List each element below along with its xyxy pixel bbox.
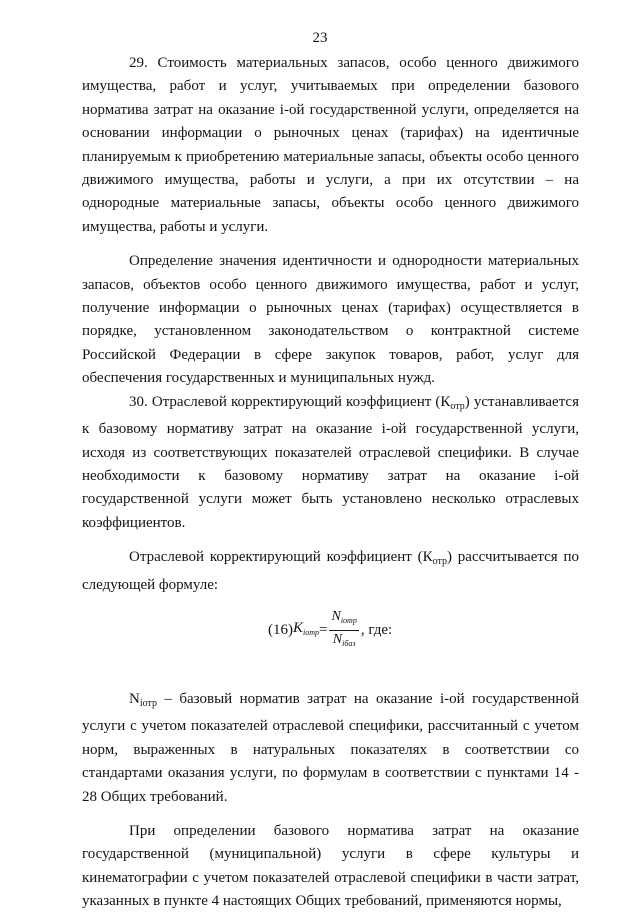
formula-lhs-subscript: iотр <box>303 627 320 637</box>
paragraph-30-subscript: отр <box>450 400 465 412</box>
definition-symbol: N <box>129 690 140 707</box>
formula-lhs: $K_{iотр}$ <box>293 619 320 637</box>
formula-denominator: $N_{iбаз}$ <box>332 631 356 648</box>
formula-fraction <box>329 608 358 653</box>
paragraph-29: 29. Стоимость материальных запасов, особо ценного движимого имущества, работ и услуг, учитываемых при определении базового норматива затрат на оказание i-ой государственной услуги, определяется на основании информации о рыночных ценах (тарифах) на идентичные планируемым к приобретению материальные запасы, объекты особо ценного движимого имущества, работы и услуги, а при их отсутствии – на однородные материальные запасы, объекты особо ценного движимого имущества, работы и услуги. <box>82 55 579 235</box>
paragraph-culture: При определении базового норматива затрат на оказание государственной (муниципальной) услуги в сфере культуры и кинематографии с учетом показателей отраслевой специфики в части затрат, указанных в пункте 4 настоящих Общих требований, применяются нормы, <box>82 822 579 910</box>
paragraph-30-text-start: 30. Отраслевой корректирующий коэффициент (К <box>129 393 451 410</box>
formula-tail: , где: <box>360 621 393 638</box>
formula-numerator-subscript: iотр <box>340 615 357 625</box>
formula-denominator-subscript: iбаз <box>342 638 356 648</box>
formula-numerator: $N_{iотр}$ <box>329 608 358 631</box>
formula-16 <box>82 606 579 654</box>
formula-intro-end: ) рассчитывается по следующей формуле: <box>82 549 579 593</box>
formula-equals: = <box>319 621 328 638</box>
document-body <box>82 52 579 914</box>
paragraph-n-definition <box>82 688 579 809</box>
paragraph-30-text-end: ) устанавливается к базовому нормативу затрат на оказание i-ой государственной услуги, исходя из соответствующих показателей отраслевой специфики. В случае необходимости к базовому нормативу затрат на оказание i-ой государственной услуги может быть установлено несколько отраслевых коэффициентов. <box>82 393 579 531</box>
paragraph-30-formula-intro <box>82 546 579 597</box>
formula-label: (16) <box>268 621 293 638</box>
paragraph-29-continued: Определение значения идентичности и однородности материальных запасов, объектов особо ценного движимого имущества, работ и услуг, получение информации о рыночных ценах (тарифах) осуществляется в порядке, установленном законодательством о контрактной системе Российской Федерации в сфере закупок товаров, работ, услуг для обеспечения государственных и муниципальных нужд. <box>82 253 579 387</box>
formula-expression <box>268 608 392 653</box>
page-number: 23 <box>312 30 328 46</box>
formula-intro-start: Отраслевой корректирующий коэффициент (К <box>129 549 433 566</box>
definition-text: – базовый норматив затрат на оказание i-ой государственной услуги с учетом показателей отраслевой специфики, рассчитанный с учетом норм, выраженных в натуральных показателях в соответствии со стандартами оказания услуги, по формулам в соответствии с пунктами 14 - 28 Общих требований. <box>82 690 579 805</box>
definition-symbol-subscript: iотр <box>139 697 157 709</box>
paragraph-30 <box>82 391 579 535</box>
formula-intro-subscript: отр <box>432 556 447 568</box>
